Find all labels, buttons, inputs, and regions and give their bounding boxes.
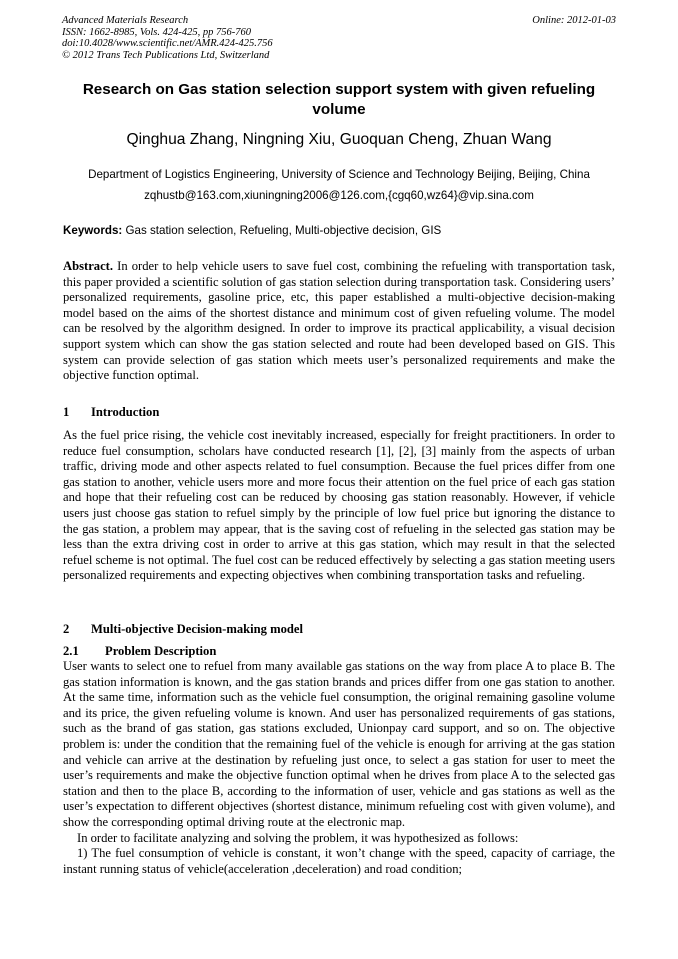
section-2-title: Multi-objective Decision-making model xyxy=(91,622,303,636)
abstract-label: Abstract. xyxy=(63,259,114,273)
problem-paragraph-2: In order to facilitate analyzing and solving the problem, it was hypothesized as follows: xyxy=(77,830,519,845)
doi-line: doi:10.4028/www.scientific.net/AMR.424-425.756 xyxy=(62,38,273,49)
author-list: Qinghua Zhang, Ningning Xiu, Guoquan Cheng, Zhuan Wang xyxy=(126,131,552,148)
online-date: Online: 2012-01-03 xyxy=(532,15,616,26)
section-2-heading xyxy=(63,621,615,637)
section-1-heading xyxy=(63,404,615,420)
section-1-title: Introduction xyxy=(91,405,160,419)
section-1-number: 1 xyxy=(63,405,70,419)
issn-line: ISSN: 1662-8985, Vols. 424-425, pp 756-760 xyxy=(62,26,251,38)
problem-paragraph-1: User wants to select one to refuel from many available gas stations on the way from place A to place B. The gas station information is known, and the gas station brands and prices differ from one gas station to another. At the same time, information such as the vehicle fuel consumption, the original remaining gasoline volume and its price, the given refueling volume is known. And user has personalized requirements of gas stations, such as the brand of gas station, gas stations excluded, Unionpay card support, and so on. The objective problem is: under the condition that the remaining fuel of the vehicle is enough for arriving at the gas station and vehicle can arrive at the destination by refueling just once, to select a gas station for user to meet the user’s requirements and make the objective function optimal when he drives from place A to the selected gas station and then to the place B, according to the information of user, vehicle and gas stations as well as the user’s expectation to different objectives (shortest distance, minimum refueling cost with given volume), and show the corresponding optimal driving route at the electronic map. xyxy=(63,659,615,829)
introduction-text xyxy=(63,428,615,584)
author-emails: zqhustb@163.com,xiuningning2006@126.com,{cgq60,wz64}@vip.sina.com xyxy=(144,189,534,202)
affiliation: Department of Logistics Engineering, University of Science and Technology Beijing, Beijing, China xyxy=(88,168,590,181)
problem-description xyxy=(63,659,615,877)
journal-name: Advanced Materials Research xyxy=(62,15,189,26)
subsection-2-1-title: Problem Description xyxy=(105,644,217,658)
hypothesis-1: 1) The fuel consumption of vehicle is constant, it won’t change with the speed, capacity of carriage, the instant running status of vehicle(acceleration ,deceleration) and road condition; xyxy=(63,846,615,876)
keywords-label: Keywords: xyxy=(63,224,123,237)
journal-header xyxy=(62,15,616,61)
section-2-number: 2 xyxy=(63,622,70,636)
paper-title: Research on Gas station selection support system with given refueling volume xyxy=(82,81,596,118)
keywords xyxy=(63,223,617,239)
keywords-text: Gas station selection, Refueling, Multi-objective decision, GIS xyxy=(125,224,442,237)
subsection-2-1-number: 2.1 xyxy=(63,644,79,658)
abstract-text: In order to help vehicle users to save fuel cost, combining the refueling with transportation task, this paper provided a scientific solution of gas station selection during transportation task. Considering users’ personalized requirements, gasoline price, etc, this paper established a multi-objective decision-making model based on the aims of the shortest distance and minimum cost of given refueling volume. The model can be resolved by the algorithm designed. In order to improve its practical applicability, a visual decision support system which can show the gas station selected and route had been developed based on GIS. This system can provide selection of gas station which meets user’s personalized requirements and make the objective function optimal. xyxy=(63,259,615,383)
copyright-line: © 2012 Trans Tech Publications Ltd, Switzerland xyxy=(62,49,270,61)
introduction-paragraph: As the fuel price rising, the vehicle cost inevitably increased, especially for freight practitioners. In order to reduce fuel consumption, scholars have conducted research [1], [2], [3] mainly from the aspects of urban traffic, driving mode and other aspects related to fuel consumption. Because the fuel prices differ from one gas station to another, vehicle users more and more focus their attention on the fuel price of each gas station and hope that their refueling cost can be reduced by choosing gas station reasonably. However, if vehicle users just choose gas station to refuel simply by the principle of low fuel price but ignoring the distance to the gas station, a problem may appear, that is the saving cost of refueling in the selected gas station may be less than the extra driving cost in order to arrive at this gas station, which may result in that the selected refuel scheme is not optimal. The fuel cost can be reduced effectively by selecting a gas station meeting users personalized requirements and expecting objectives when combining transportation tasks and refueling. xyxy=(63,428,615,583)
subsection-2-1-heading xyxy=(63,643,615,659)
abstract xyxy=(63,259,615,384)
